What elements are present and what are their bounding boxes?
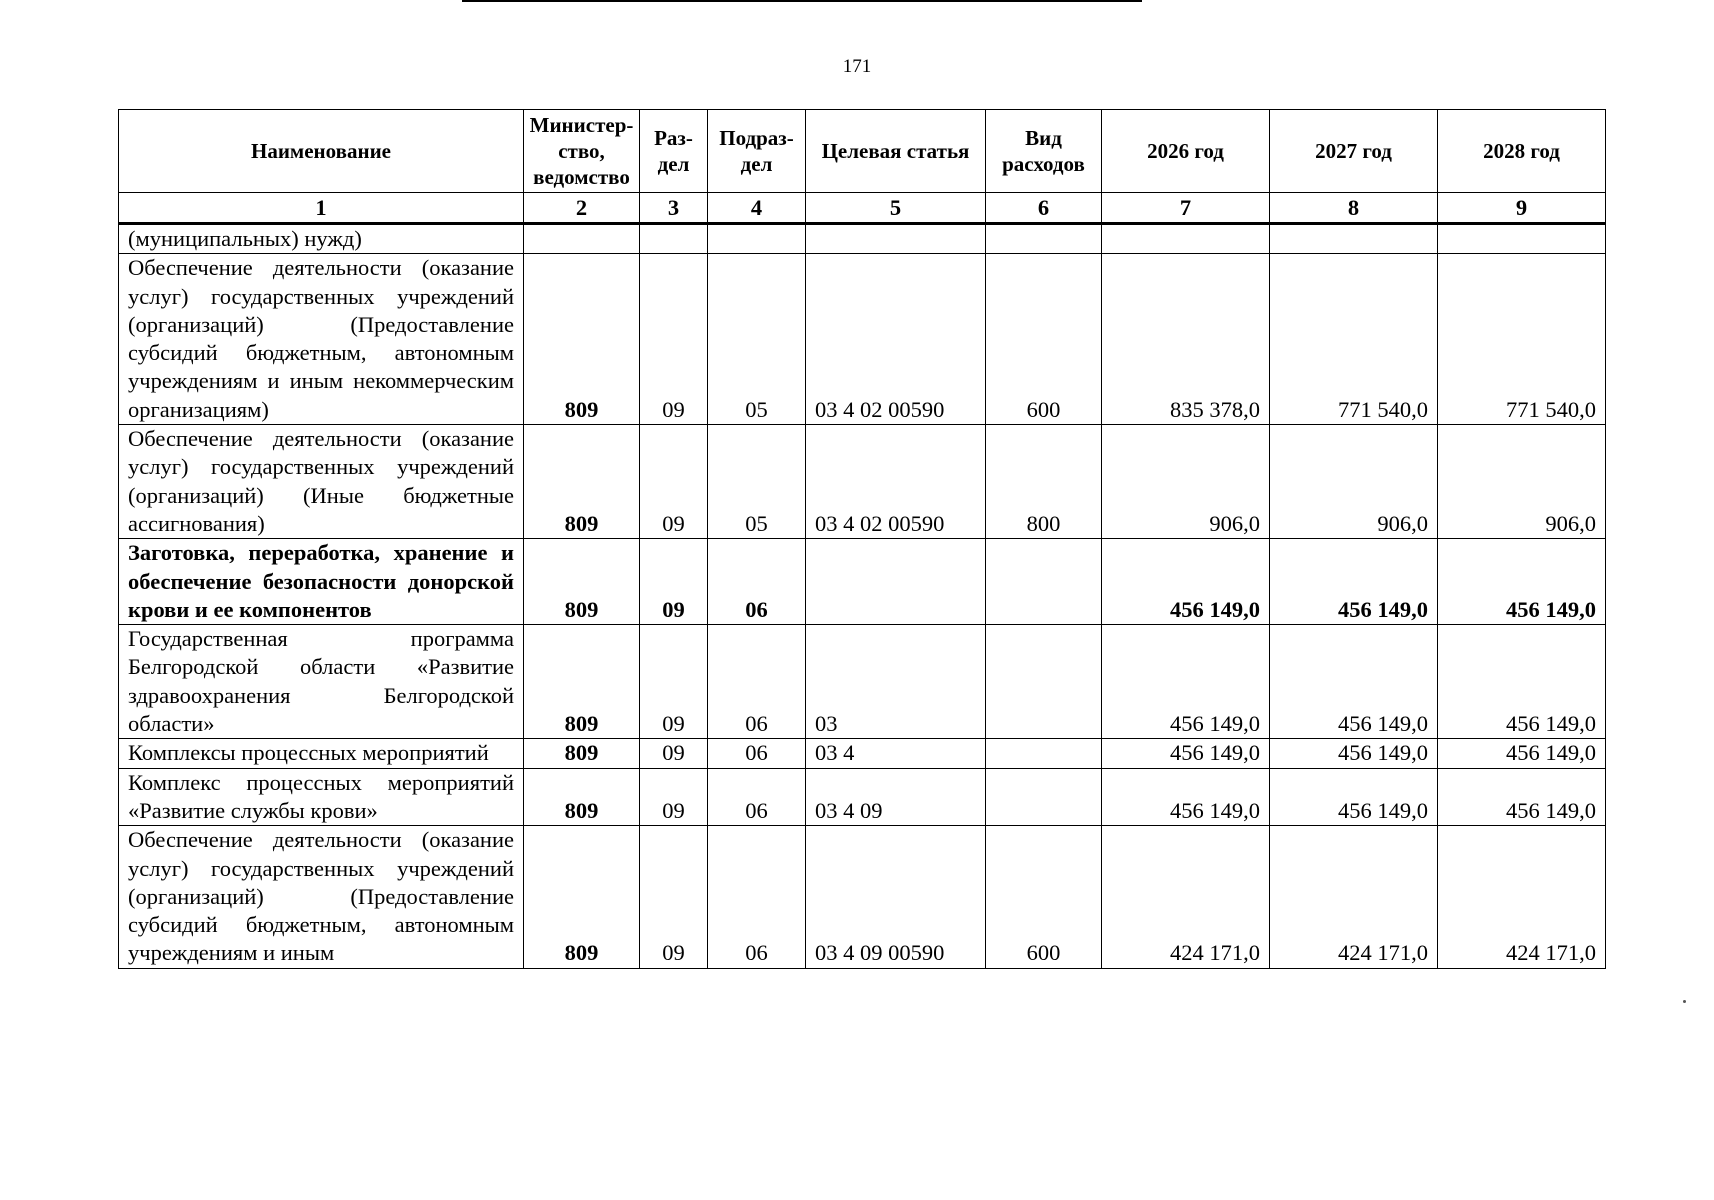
row-section-cell: 09	[640, 539, 708, 625]
row-expense-type-cell	[986, 625, 1102, 739]
row-section-cell: 09	[640, 739, 708, 768]
column-number: 9	[1438, 193, 1606, 224]
header-row	[119, 110, 1606, 193]
row-2026-cell: 835 378,0	[1102, 254, 1270, 425]
row-ministry-cell: 809	[524, 625, 640, 739]
table-body	[119, 224, 1606, 969]
table-row	[119, 625, 1606, 739]
header-target: Целевая статья	[806, 110, 986, 193]
header-expense-type: Вид расходов	[986, 110, 1102, 193]
row-subsection-cell: 06	[708, 739, 806, 768]
row-subsection-cell: 05	[708, 425, 806, 539]
row-ministry-cell: 809	[524, 768, 640, 826]
column-number-row	[119, 193, 1606, 224]
row-ministry-cell: 809	[524, 425, 640, 539]
budget-table	[118, 109, 1606, 969]
row-name-cell: Обеспечение деятельности (оказание услуг) государственных учреждений (организаций) (Предоставление субсидий бюджетным, автономным учреждениям и иным некоммерческим организациям)	[119, 254, 524, 425]
page-number: 171	[842, 56, 872, 77]
row-2027-cell: 456 149,0	[1270, 768, 1438, 826]
column-number: 7	[1102, 193, 1270, 224]
header-name: Наименование	[119, 110, 524, 193]
row-2026-cell: 456 149,0	[1102, 739, 1270, 768]
row-section-cell: 09	[640, 425, 708, 539]
row-2028-cell: 456 149,0	[1438, 625, 1606, 739]
scan-speck	[1683, 1000, 1686, 1003]
column-number: 8	[1270, 193, 1438, 224]
row-2026-cell: 906,0	[1102, 425, 1270, 539]
column-number: 6	[986, 193, 1102, 224]
row-subsection-cell: 06	[708, 768, 806, 826]
row-subsection-cell: 06	[708, 625, 806, 739]
row-2028-cell: 456 149,0	[1438, 539, 1606, 625]
row-2027-cell: 456 149,0	[1270, 539, 1438, 625]
row-2027-cell: 906,0	[1270, 425, 1438, 539]
row-name-cell: (муниципальных) нужд)	[119, 224, 524, 254]
row-section-cell: 09	[640, 768, 708, 826]
row-2028-cell: 906,0	[1438, 425, 1606, 539]
row-subsection-cell: 06	[708, 539, 806, 625]
row-2026-cell	[1102, 224, 1270, 254]
header-subsection: Подраз-дел	[708, 110, 806, 193]
row-target-cell: 03	[806, 625, 986, 739]
row-name-cell: Обеспечение деятельности (оказание услуг) государственных учреждений (организаций) (Предоставление субсидий бюджетным, автономным учреждениям и иным	[119, 826, 524, 968]
row-2026-cell: 456 149,0	[1102, 768, 1270, 826]
row-2027-cell: 771 540,0	[1270, 254, 1438, 425]
column-number: 2	[524, 193, 640, 224]
row-expense-type-cell: 600	[986, 826, 1102, 968]
row-2026-cell: 456 149,0	[1102, 625, 1270, 739]
row-name-cell: Комплекс процессных мероприятий «Развитие службы крови»	[119, 768, 524, 826]
row-target-cell	[806, 224, 986, 254]
row-section-cell: 09	[640, 625, 708, 739]
column-number: 4	[708, 193, 806, 224]
row-2028-cell: 771 540,0	[1438, 254, 1606, 425]
row-expense-type-cell	[986, 768, 1102, 826]
column-number: 3	[640, 193, 708, 224]
row-expense-type-cell: 800	[986, 425, 1102, 539]
row-ministry-cell: 809	[524, 739, 640, 768]
row-target-cell: 03 4 09 00590	[806, 826, 986, 968]
table-row	[119, 254, 1606, 425]
row-name-cell: Заготовка, переработка, хранение и обеспечение безопасности донорской крови и ее компонентов	[119, 539, 524, 625]
table-row	[119, 224, 1606, 254]
row-2028-cell	[1438, 224, 1606, 254]
row-2028-cell: 456 149,0	[1438, 739, 1606, 768]
row-target-cell	[806, 539, 986, 625]
row-subsection-cell	[708, 224, 806, 254]
row-ministry-cell: 809	[524, 254, 640, 425]
row-target-cell: 03 4 09	[806, 768, 986, 826]
row-ministry-cell	[524, 224, 640, 254]
header-2027: 2027 год	[1270, 110, 1438, 193]
row-subsection-cell: 06	[708, 826, 806, 968]
row-name-cell: Комплексы процессных мероприятий	[119, 739, 524, 768]
column-number: 1	[119, 193, 524, 224]
row-ministry-cell: 809	[524, 826, 640, 968]
header-2026: 2026 год	[1102, 110, 1270, 193]
row-target-cell: 03 4	[806, 739, 986, 768]
table-row	[119, 539, 1606, 625]
table-row	[119, 768, 1606, 826]
row-2027-cell	[1270, 224, 1438, 254]
header-2028: 2028 год	[1438, 110, 1606, 193]
row-2027-cell: 456 149,0	[1270, 625, 1438, 739]
row-target-cell: 03 4 02 00590	[806, 425, 986, 539]
row-expense-type-cell	[986, 224, 1102, 254]
row-subsection-cell: 05	[708, 254, 806, 425]
row-expense-type-cell: 600	[986, 254, 1102, 425]
row-target-cell: 03 4 02 00590	[806, 254, 986, 425]
header-section: Раз-дел	[640, 110, 708, 193]
row-expense-type-cell	[986, 539, 1102, 625]
row-section-cell	[640, 224, 708, 254]
row-2026-cell: 456 149,0	[1102, 539, 1270, 625]
row-section-cell: 09	[640, 826, 708, 968]
row-2027-cell: 424 171,0	[1270, 826, 1438, 968]
table-row	[119, 739, 1606, 768]
top-rule	[462, 0, 1142, 2]
row-2026-cell: 424 171,0	[1102, 826, 1270, 968]
table-row	[119, 826, 1606, 968]
row-expense-type-cell	[986, 739, 1102, 768]
header-ministry: Министер-ство, ведомство	[524, 110, 640, 193]
column-number: 5	[806, 193, 986, 224]
row-section-cell: 09	[640, 254, 708, 425]
row-2028-cell: 424 171,0	[1438, 826, 1606, 968]
table-row	[119, 425, 1606, 539]
row-name-cell: Обеспечение деятельности (оказание услуг) государственных учреждений (организаций) (Иные бюджетные ассигнования)	[119, 425, 524, 539]
row-name-cell: Государственная программа Белгородской области «Развитие здравоохранения Белгородской области»	[119, 625, 524, 739]
row-2027-cell: 456 149,0	[1270, 739, 1438, 768]
row-ministry-cell: 809	[524, 539, 640, 625]
row-2028-cell: 456 149,0	[1438, 768, 1606, 826]
